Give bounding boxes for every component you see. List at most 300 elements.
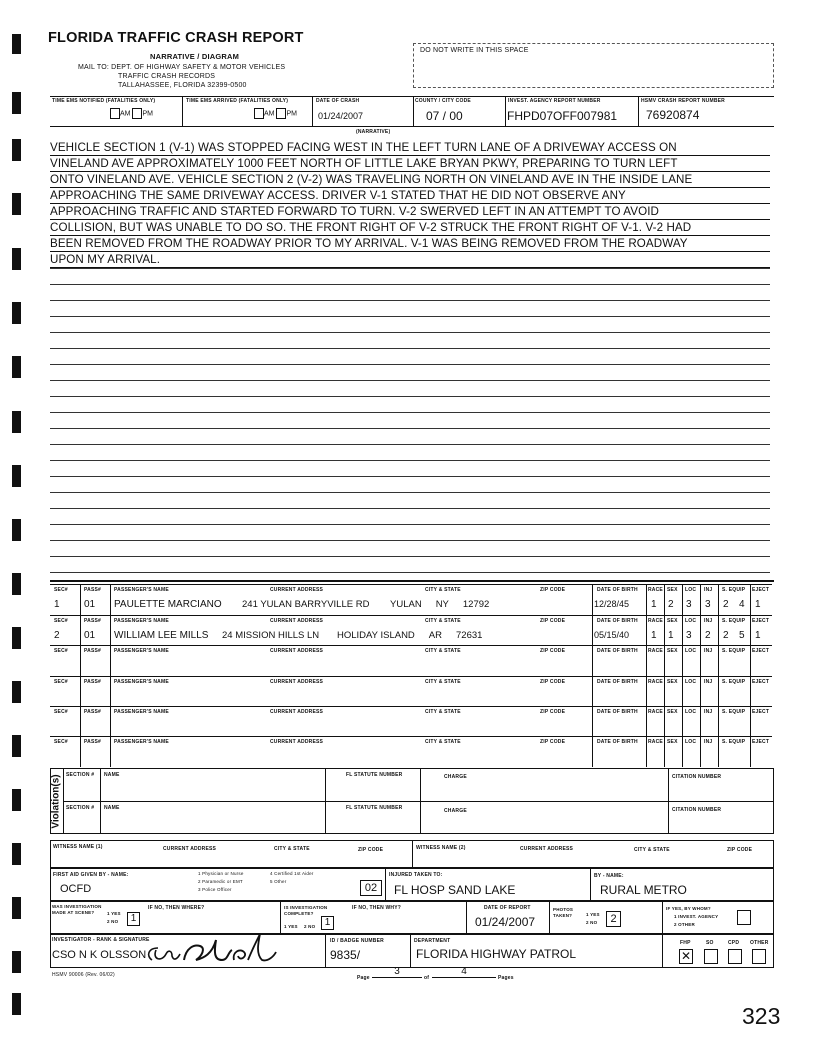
occupant-header-sec: SEC# (54, 679, 68, 685)
page-stamp: 323 (742, 1003, 781, 1029)
first-aid-option: 2 Paramedic or EMT (198, 879, 243, 884)
narrative-rule (50, 524, 770, 525)
occupant-header-city: CITY & STATE (425, 709, 461, 715)
column-divider (80, 707, 81, 737)
occupant-header-name: PASSENGER'S NAME (114, 618, 169, 624)
ems-arrived-checkboxes (254, 108, 297, 119)
divider (325, 934, 326, 968)
column-divider (110, 616, 111, 646)
occupant-header-city: CITY & STATE (425, 618, 461, 624)
first-aid-option: 1 Physician or Nurse (198, 871, 244, 876)
occupant-header-zip: ZIP CODE (540, 679, 566, 685)
transport-by-label: BY - NAME: (594, 873, 624, 879)
occupant-sex[interactable]: 2 (668, 599, 674, 610)
occupant-sec[interactable]: 1 (54, 599, 60, 610)
occupant-eject[interactable]: 1 (755, 599, 761, 610)
am-checkbox[interactable] (254, 108, 264, 119)
pages-label: Pages (498, 975, 514, 981)
occupant-header-race: RACE (648, 739, 663, 745)
occupant-inj[interactable]: 2 (705, 630, 711, 641)
occupant-header-inj: INJ (704, 618, 713, 624)
first-aid-label: FIRST AID GIVEN BY - NAME: (53, 872, 129, 878)
narrative-rule (50, 332, 770, 333)
narrative-rule (50, 476, 770, 477)
column-divider (682, 646, 683, 676)
occupant-header-equip: S. EQUIP (722, 618, 746, 624)
occupant-header-race: RACE (648, 679, 663, 685)
occupant-header-address: CURRENT ADDRESS (270, 739, 324, 745)
occupant-header-pass: PASS# (84, 679, 102, 685)
occupant-header-dob: DATE OF BIRTH (597, 587, 638, 593)
agency-other-checkbox[interactable] (752, 949, 766, 964)
narrative-rule (50, 460, 770, 461)
investigator-name[interactable]: CSO N K OLSSON (52, 949, 147, 961)
column-divider (700, 616, 701, 646)
photos-label: PHOTOS TAKEN? (553, 907, 574, 918)
scan-mark (12, 193, 21, 215)
occupant-city-state-zip (337, 630, 482, 641)
occupant-header-address: CURRENT ADDRESS (270, 679, 324, 685)
column-divider (682, 585, 683, 615)
occupant-header-name: PASSENGER'S NAME (114, 709, 169, 715)
column-divider (80, 677, 81, 707)
occupant-race[interactable]: 1 (651, 599, 657, 610)
narrative-line: VINELAND AVE APPROXIMATELY 1000 FEET NORTH OF LITTLE LAKE BRYAN PKWY, PREPARING TO TURN LEFT (50, 156, 770, 172)
narrative-line: UPON MY ARRIVAL. (50, 252, 770, 268)
agency-fhp-checkbox[interactable]: ✕ (680, 949, 692, 963)
column-divider (646, 737, 647, 767)
violation-name-label: NAME (104, 772, 120, 778)
violation-statute-label: FL STATUTE NUMBER (346, 805, 403, 811)
department-value[interactable]: FLORIDA HIGHWAY PATROL (416, 947, 577, 961)
occupant-header-name: PASSENGER'S NAME (114, 679, 169, 685)
column-divider (110, 737, 111, 767)
occupant-header-equip: S. EQUIP (722, 709, 746, 715)
divider (312, 96, 313, 126)
column-divider (646, 616, 647, 646)
form-number: HSMV 90006 (Rev. 06/02) (52, 972, 115, 978)
occupant-row (50, 676, 772, 707)
occupant-header-dob: DATE OF BIRTH (597, 709, 638, 715)
violations-side-label: Violation(s) (51, 773, 63, 829)
occupant-header-eject: EJECT (752, 739, 770, 745)
do-not-write-label: DO NOT WRITE IN THIS SPACE (420, 47, 529, 54)
narrative-rule (50, 300, 770, 301)
occupant-zip[interactable]: 12792 (462, 599, 490, 610)
occupant-dob[interactable]: 12/28/45 (594, 599, 630, 609)
agency-report-value[interactable]: FHPD07OFF007981 (507, 109, 618, 123)
first-aid-option: 5 Other (270, 879, 287, 884)
yes-label: 1 YES (586, 912, 600, 917)
column-divider (646, 707, 647, 737)
occupant-header-inj: INJ (704, 739, 713, 745)
violations-side (50, 768, 64, 834)
narrative-line: VEHICLE SECTION 1 (V-1) WAS STOPPED FACING WEST IN THE LEFT TURN LANE OF A DRIVEWAY ACCESS ON (50, 140, 770, 156)
report-date-value[interactable]: 01/24/2007 (475, 915, 536, 929)
first-aid-option: 3 Police Officer (198, 887, 232, 892)
scan-mark (12, 92, 21, 114)
scan-mark (12, 681, 21, 703)
column-divider (700, 646, 701, 676)
investigation-made-value[interactable]: 1 (127, 912, 140, 926)
narrative-line: ONTO VINELAND AVE. VEHICLE SECTION 2 (V-2) WAS TRAVELING NORTH ON VINELAND AVE IN THE INSIDE LANE (50, 172, 770, 188)
occupant-header-loc: LOC (685, 739, 697, 745)
narrative-rule (50, 364, 770, 365)
narrative-rule (50, 492, 770, 493)
scan-mark (12, 248, 21, 270)
report-subtitle: NARRATIVE / DIAGRAM (150, 52, 240, 61)
occupant-header-pass: PASS# (84, 739, 102, 745)
occupant-name[interactable]: PAULETTE MARCIANO (114, 599, 222, 610)
occupant-header-sex: SEX (667, 679, 678, 685)
badge-label: ID / BADGE NUMBER (330, 938, 384, 944)
mail-line-2: TRAFFIC CRASH RECORDS (118, 73, 216, 80)
am-label: AM (120, 110, 131, 118)
column-divider (664, 585, 665, 615)
column-divider (646, 646, 647, 676)
column-divider (750, 646, 751, 676)
occupant-header-race: RACE (648, 709, 663, 715)
occupant-city[interactable]: YULAN (390, 599, 422, 610)
column-divider (682, 707, 683, 737)
divider (466, 901, 467, 934)
occupant-dob[interactable]: 05/15/40 (594, 630, 630, 640)
column-divider (592, 677, 593, 707)
yes-label: 1 YES (284, 924, 298, 929)
violation-charge-label: CHARGE (444, 808, 467, 814)
divider (420, 768, 421, 834)
column-divider (592, 646, 593, 676)
column-divider (682, 616, 683, 646)
divider (668, 768, 669, 834)
occupant-city[interactable]: HOLIDAY ISLAND (337, 630, 415, 641)
occupant-header-loc: LOC (685, 709, 697, 715)
violation-statute-label: FL STATUTE NUMBER (346, 772, 403, 778)
column-divider (700, 585, 701, 615)
scan-mark (12, 34, 21, 54)
why-label: IF NO, THEN WHY? (352, 905, 402, 911)
occupant-equip2[interactable]: 4 (739, 599, 745, 610)
column-divider (700, 677, 701, 707)
section-divider (50, 580, 774, 582)
occupant-address[interactable]: 24 MISSION HILLS LN (222, 630, 320, 641)
transport-by-value[interactable]: RURAL METRO (600, 883, 687, 897)
witness1-address-label: CURRENT ADDRESS (163, 846, 217, 852)
column-divider (80, 616, 81, 646)
occupant-header-sec: SEC# (54, 648, 68, 654)
page-total: 4 (432, 966, 496, 978)
divider (662, 934, 663, 968)
scan-mark (12, 573, 21, 595)
occupant-header-name: PASSENGER'S NAME (114, 648, 169, 654)
occupant-row (50, 584, 772, 615)
agency-so-checkbox[interactable] (704, 949, 718, 964)
narrative-rule (50, 508, 770, 509)
narrative-rule (50, 556, 770, 557)
scan-mark (12, 465, 21, 487)
occupant-equip[interactable]: 2 (723, 599, 729, 610)
occupant-header-loc: LOC (685, 648, 697, 654)
occupant-header-sec: SEC# (54, 739, 68, 745)
agency-cpd-label: CPD (728, 940, 740, 946)
page-label: Page (357, 975, 370, 981)
agency-so-label: SO (706, 940, 714, 946)
column-divider (664, 677, 665, 707)
narrative-line: COLLISION, BUT WAS UNABLE TO DO SO. THE FRONT RIGHT OF V-2 STRUCK THE FRONT RIGHT OF V-1. V-2 HAD (50, 220, 770, 236)
yes-label: 1 YES (107, 911, 121, 916)
column-divider (718, 616, 719, 646)
occupant-header-zip: ZIP CODE (540, 618, 566, 624)
occupant-inj[interactable]: 3 (705, 599, 711, 610)
scan-mark (12, 789, 21, 811)
occupant-header-dob: DATE OF BIRTH (597, 739, 638, 745)
divider (100, 768, 101, 834)
column-divider (700, 707, 701, 737)
occupant-header-eject: EJECT (752, 587, 770, 593)
column-divider (592, 737, 593, 767)
column-divider (664, 737, 665, 767)
agency-cpd-checkbox[interactable] (728, 949, 742, 964)
occupant-header-sec: SEC# (54, 618, 68, 624)
occupant-header-dob: DATE OF BIRTH (597, 618, 638, 624)
narrative-rule (50, 316, 770, 317)
witness2-city-label: CITY & STATE (634, 847, 670, 853)
occupant-equip2[interactable]: 5 (739, 630, 745, 641)
ems-arrived-label: TIME EMS ARRIVED (FATALITIES ONLY) (186, 98, 289, 104)
narrative-line: APPROACHING TRAFFIC AND STARTED FORWARD TO TURN. V-2 SWERVED LEFT IN AN ATTEMPT TO AVOID (50, 204, 770, 220)
column-divider (664, 616, 665, 646)
occupant-header-loc: LOC (685, 618, 697, 624)
narrative-rule (50, 380, 770, 381)
county-label: COUNTY / CITY CODE (415, 98, 471, 104)
occupant-pass[interactable]: 01 (84, 630, 96, 641)
occupant-header-loc: LOC (685, 587, 697, 593)
occupant-header-city: CITY & STATE (425, 739, 461, 745)
pm-checkbox[interactable] (132, 108, 142, 119)
occupant-header-address: CURRENT ADDRESS (270, 648, 324, 654)
occupant-header-race: RACE (648, 648, 663, 654)
column-divider (110, 677, 111, 707)
mail-line-1: MAIL TO: DEPT. OF HIGHWAY SAFETY & MOTOR VEHICLES (78, 64, 286, 71)
occupant-header-sex: SEX (667, 739, 678, 745)
occupant-header-dob: DATE OF BIRTH (597, 679, 638, 685)
scan-mark (12, 519, 21, 541)
divider (325, 768, 326, 834)
column-divider (80, 737, 81, 767)
am-checkbox[interactable] (110, 108, 120, 119)
column-divider (750, 616, 751, 646)
occupant-pass[interactable]: 01 (84, 599, 96, 610)
first-aid-option: 4 Certified 1st Aider (270, 871, 314, 876)
witness2-address-label: CURRENT ADDRESS (520, 846, 574, 852)
scan-mark (12, 139, 21, 161)
occupant-equip[interactable]: 2 (723, 630, 729, 641)
hsmv-value[interactable]: 76920874 (646, 108, 700, 122)
date-value[interactable]: 01/24/2007 (318, 111, 364, 121)
occupant-row (50, 706, 772, 737)
pm-checkbox[interactable] (276, 108, 286, 119)
occupant-header-eject: EJECT (752, 648, 770, 654)
occupant-header-inj: INJ (704, 587, 713, 593)
agency-report-label: INVEST. AGENCY REPORT NUMBER (508, 98, 601, 104)
violation-charge-label: CHARGE (444, 774, 467, 780)
investigation-complete-value[interactable]: 1 (321, 916, 334, 930)
occupant-header-inj: INJ (704, 709, 713, 715)
violation-section-label: SECTION # (66, 805, 95, 811)
pm-label: PM (286, 110, 297, 118)
narrative-rule (50, 428, 770, 429)
occupant-row (50, 615, 772, 646)
occupant-header-race: RACE (648, 587, 663, 593)
column-divider (592, 616, 593, 646)
narrative-rule (50, 540, 770, 541)
divider (412, 840, 413, 868)
date-label: DATE OF CRASH (316, 98, 360, 104)
occupant-header-sex: SEX (667, 709, 678, 715)
by-whom-option: 1 INVEST. AGENCY (674, 914, 719, 919)
occupant-header-eject: EJECT (752, 618, 770, 624)
occupant-loc[interactable]: 3 (686, 599, 692, 610)
occupant-header-equip: S. EQUIP (722, 679, 746, 685)
report-date-label: DATE OF REPORT (484, 905, 531, 911)
occupant-header-sex: SEX (667, 618, 678, 624)
column-divider (682, 737, 683, 767)
page-number: 3 (372, 966, 422, 978)
occupant-header-pass: PASS# (84, 709, 102, 715)
occupant-zip[interactable]: 72631 (456, 630, 483, 641)
investigator-label: INVESTIGATOR - RANK & SIGNATURE (52, 937, 150, 943)
occupant-header-pass: PASS# (84, 618, 102, 624)
column-divider (80, 646, 81, 676)
occupant-header-city: CITY & STATE (425, 587, 461, 593)
violation-citation-label: CITATION NUMBER (672, 774, 722, 780)
mail-line-3: TALLAHASSEE, FLORIDA 32399-0500 (118, 82, 247, 89)
injured-taken-label: INJURED TAKEN TO: (389, 872, 443, 878)
occupant-header-dob: DATE OF BIRTH (597, 648, 638, 654)
witness2-name-label: WITNESS NAME (2) (416, 845, 466, 851)
no-label: 2 NO (304, 924, 316, 929)
occupant-header-loc: LOC (685, 679, 697, 685)
occupant-state[interactable]: AR (428, 630, 442, 641)
divider (549, 901, 550, 934)
occupant-header-equip: S. EQUIP (722, 648, 746, 654)
column-divider (750, 677, 751, 707)
occupant-header-pass: PASS# (84, 587, 102, 593)
narrative-rule (50, 284, 770, 285)
column-divider (664, 707, 665, 737)
narrative-rule (50, 396, 770, 397)
scan-mark (12, 735, 21, 757)
occupant-header-inj: INJ (704, 648, 713, 654)
occupant-header-name: PASSENGER'S NAME (114, 587, 169, 593)
pm-label: PM (142, 110, 153, 118)
occupant-header-sec: SEC# (54, 709, 68, 715)
investigation-complete-label: IS INVESTIGATION COMPLETE? (284, 905, 328, 916)
occupant-eject[interactable]: 1 (755, 630, 761, 641)
occupant-row (50, 645, 772, 676)
narrative-line: BEEN REMOVED FROM THE ROADWAY PRIOR TO MY ARRIVAL. V-1 WAS BEING REMOVED FROM THE ROADWAY (50, 236, 770, 252)
column-divider (718, 737, 719, 767)
occupant-header-zip: ZIP CODE (540, 709, 566, 715)
occupant-header-city: CITY & STATE (425, 679, 461, 685)
violation-section-label: SECTION # (66, 772, 95, 778)
occupant-header-zip: ZIP CODE (540, 648, 566, 654)
occupant-header-eject: EJECT (752, 679, 770, 685)
ems-notified-label: TIME EMS NOTIFIED (FATALITIES ONLY) (52, 98, 156, 104)
column-divider (646, 585, 647, 615)
column-divider (592, 585, 593, 615)
occupant-header-address: CURRENT ADDRESS (270, 709, 324, 715)
scan-mark (12, 951, 21, 973)
narrative-rule (50, 444, 770, 445)
occupant-header-sec: SEC# (54, 587, 68, 593)
scan-mark (12, 843, 21, 865)
occupant-header-address: CURRENT ADDRESS (270, 618, 324, 624)
divider (662, 901, 663, 934)
occupant-sec[interactable]: 2 (54, 630, 60, 641)
divider (50, 96, 774, 97)
divider (410, 934, 411, 968)
first-aid-code[interactable]: 02 (360, 880, 382, 896)
department-label: DEPARTMENT (414, 938, 451, 944)
by-whom-option: 2 OTHER (674, 922, 695, 927)
investigation-made-label: WAS INVESTIGATION MADE AT SCENE? (52, 904, 102, 915)
scan-mark (12, 627, 21, 649)
divider (413, 96, 414, 126)
occupant-state[interactable]: NY (435, 599, 449, 610)
witness2-zip-label: ZIP CODE (727, 847, 753, 853)
by-whom-checkbox[interactable] (737, 910, 751, 925)
column-divider (750, 737, 751, 767)
county-value[interactable]: 07 / 00 (426, 109, 463, 123)
photos-value[interactable]: 2 (606, 911, 621, 927)
occupant-name[interactable]: WILLIAM LEE MILLS (114, 630, 209, 641)
column-divider (110, 646, 111, 676)
occupant-sex[interactable]: 1 (668, 630, 674, 641)
occupant-header-address: CURRENT ADDRESS (270, 587, 324, 593)
witness1-city-label: CITY & STATE (274, 846, 310, 852)
column-divider (682, 677, 683, 707)
do-not-write-box (413, 43, 774, 88)
narrative-label: (NARRATIVE) (356, 129, 391, 135)
injured-taken-value[interactable]: FL HOSP SAND LAKE (394, 883, 516, 897)
column-divider (110, 585, 111, 615)
first-aid-value[interactable]: OCFD (60, 883, 92, 895)
no-label: 2 NO (107, 919, 119, 924)
column-divider (664, 646, 665, 676)
occupant-header-sex: SEX (667, 648, 678, 654)
am-label: AM (264, 110, 275, 118)
occupant-loc[interactable]: 3 (686, 630, 692, 641)
occupant-header-equip: S. EQUIP (722, 739, 746, 745)
badge-value[interactable]: 9835/ (330, 948, 361, 962)
occupant-address[interactable]: 241 YULAN BARRYVILLE RD (242, 599, 370, 610)
column-divider (718, 646, 719, 676)
column-divider (700, 737, 701, 767)
divider (50, 126, 774, 127)
occupant-header-sex: SEX (667, 587, 678, 593)
divider (505, 96, 506, 126)
occupant-header-inj: INJ (704, 679, 713, 685)
column-divider (110, 707, 111, 737)
occupant-race[interactable]: 1 (651, 630, 657, 641)
divider (182, 96, 183, 126)
occupant-header-city: CITY & STATE (425, 648, 461, 654)
scan-mark (12, 302, 21, 324)
divider (385, 868, 386, 901)
occupant-header-race: RACE (648, 618, 663, 624)
occupant-header-eject: EJECT (752, 709, 770, 715)
